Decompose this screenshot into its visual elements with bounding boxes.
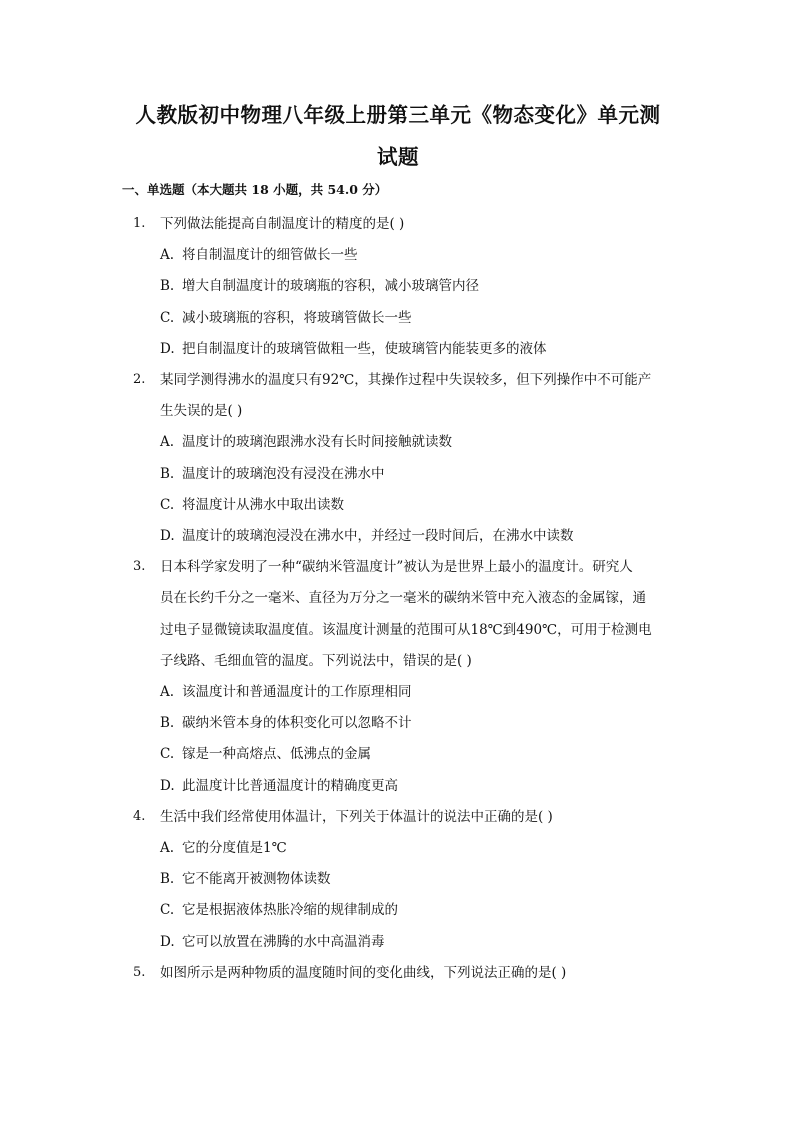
answer-option — [160, 867, 331, 887]
option-text: 碳纳米管本身的体积变化可以忽略不计 — [182, 715, 412, 732]
option-letter: C. — [160, 902, 175, 919]
option-text: 将温度计从沸水中取出读数 — [182, 496, 344, 513]
answer-option — [160, 430, 452, 450]
option-letter: A. — [160, 247, 175, 264]
question-text: 员在长约千分之一毫米、直径为万分之一毫米的碳纳米管中充入液态的金属镓，通 — [160, 590, 646, 607]
answer-option — [160, 711, 412, 731]
option-text: 减小玻璃瓶的容积，将玻璃管做长一些 — [182, 309, 412, 326]
answer-option — [160, 680, 412, 700]
question-text: 过电子显微镜读取温度值。该温度计测量的范围可从18℃到490℃，可用于检测电 — [160, 621, 652, 638]
option-text: 它不能离开被测物体读数 — [182, 871, 331, 888]
option-letter: B. — [160, 871, 175, 888]
option-text: 温度计的玻璃泡跟沸水没有长时间接触就读数 — [182, 434, 452, 451]
question-number: 3. — [133, 559, 146, 575]
answer-option — [160, 742, 371, 762]
option-letter: D. — [160, 340, 175, 357]
option-letter: C. — [160, 309, 175, 326]
option-text: 温度计的玻璃泡没有浸没在沸水中 — [182, 465, 385, 482]
answer-option — [160, 836, 287, 856]
answer-option — [160, 462, 385, 482]
section-info: （本大题共 18 小题，共 54.0 分） — [184, 182, 388, 197]
option-letter: A. — [160, 434, 175, 451]
option-text: 增大自制温度计的玻璃瓶的容积，减小玻璃管内径 — [182, 278, 479, 295]
option-letter: B. — [160, 715, 175, 732]
answer-option — [160, 774, 398, 794]
option-letter: C. — [160, 746, 175, 763]
answer-option — [160, 306, 412, 326]
option-letter: B. — [160, 465, 175, 482]
option-text: 镓是一种高熔点、低沸点的金属 — [182, 746, 371, 763]
option-letter: C. — [160, 496, 175, 513]
answer-option — [160, 274, 479, 294]
question-text: 生活中我们经常使用体温计，下列关于体温计的说法中正确的是( ) — [160, 808, 553, 825]
option-letter: B. — [160, 278, 175, 295]
question-number: 5. — [133, 964, 146, 980]
option-text: 该温度计和普通温度计的工作原理相同 — [182, 684, 412, 700]
section-name: 一、单选题 — [122, 182, 185, 197]
answer-option — [160, 524, 574, 544]
question-number: 2. — [133, 372, 146, 387]
section-heading — [122, 180, 387, 198]
question-text: 日本科学家发明了一种“碳纳米管温度计”被认为是世界上最小的温度计。研究人 — [160, 559, 633, 576]
option-text: 它是根据液体热胀冷缩的规律制成的 — [182, 902, 398, 919]
question-number: 4. — [133, 808, 146, 824]
question-text: 生失误的是( ) — [160, 403, 243, 420]
document-title-line-1: 人教版初中物理八年级上册第三单元《物态变化》单元测 — [135, 103, 661, 127]
option-text: 将自制温度计的细管做长一些 — [182, 247, 358, 264]
answer-option — [160, 493, 344, 513]
option-letter: D. — [160, 528, 175, 544]
option-letter: D. — [160, 777, 175, 794]
answer-option — [160, 337, 547, 357]
option-text: 把自制温度计的玻璃管做粗一些，使玻璃管内能装更多的液体 — [182, 340, 547, 357]
question-text: 子线路、毛细血管的温度。下列说法中，错误的是( ) — [160, 652, 472, 669]
answer-option — [160, 243, 358, 263]
document-title-line-2: 试题 — [377, 145, 419, 169]
answer-option — [160, 898, 398, 918]
option-letter: A. — [160, 684, 175, 700]
option-text: 温度计的玻璃泡浸没在沸水中，并经过一段时间后，在沸水中读数 — [182, 528, 574, 544]
answer-option — [160, 930, 385, 950]
option-text: 它的分度值是1℃ — [182, 840, 287, 856]
question-text: 如图所示是两种物质的温度随时间的变化曲线，下列说法正确的是( ) — [160, 964, 567, 981]
question-text: 某同学测得沸水的温度只有92℃，其操作过程中失误较多，但下列操作中不可能产 — [160, 372, 652, 388]
question-text: 下列做法能提高自制温度计的精度的是( ) — [160, 216, 405, 232]
option-text: 它可以放置在沸腾的水中高温消毒 — [182, 933, 385, 950]
option-letter: D. — [160, 933, 175, 950]
question-number: 1. — [133, 216, 146, 231]
option-text: 此温度计比普通温度计的精确度更高 — [182, 777, 398, 794]
option-letter: A. — [160, 840, 175, 856]
